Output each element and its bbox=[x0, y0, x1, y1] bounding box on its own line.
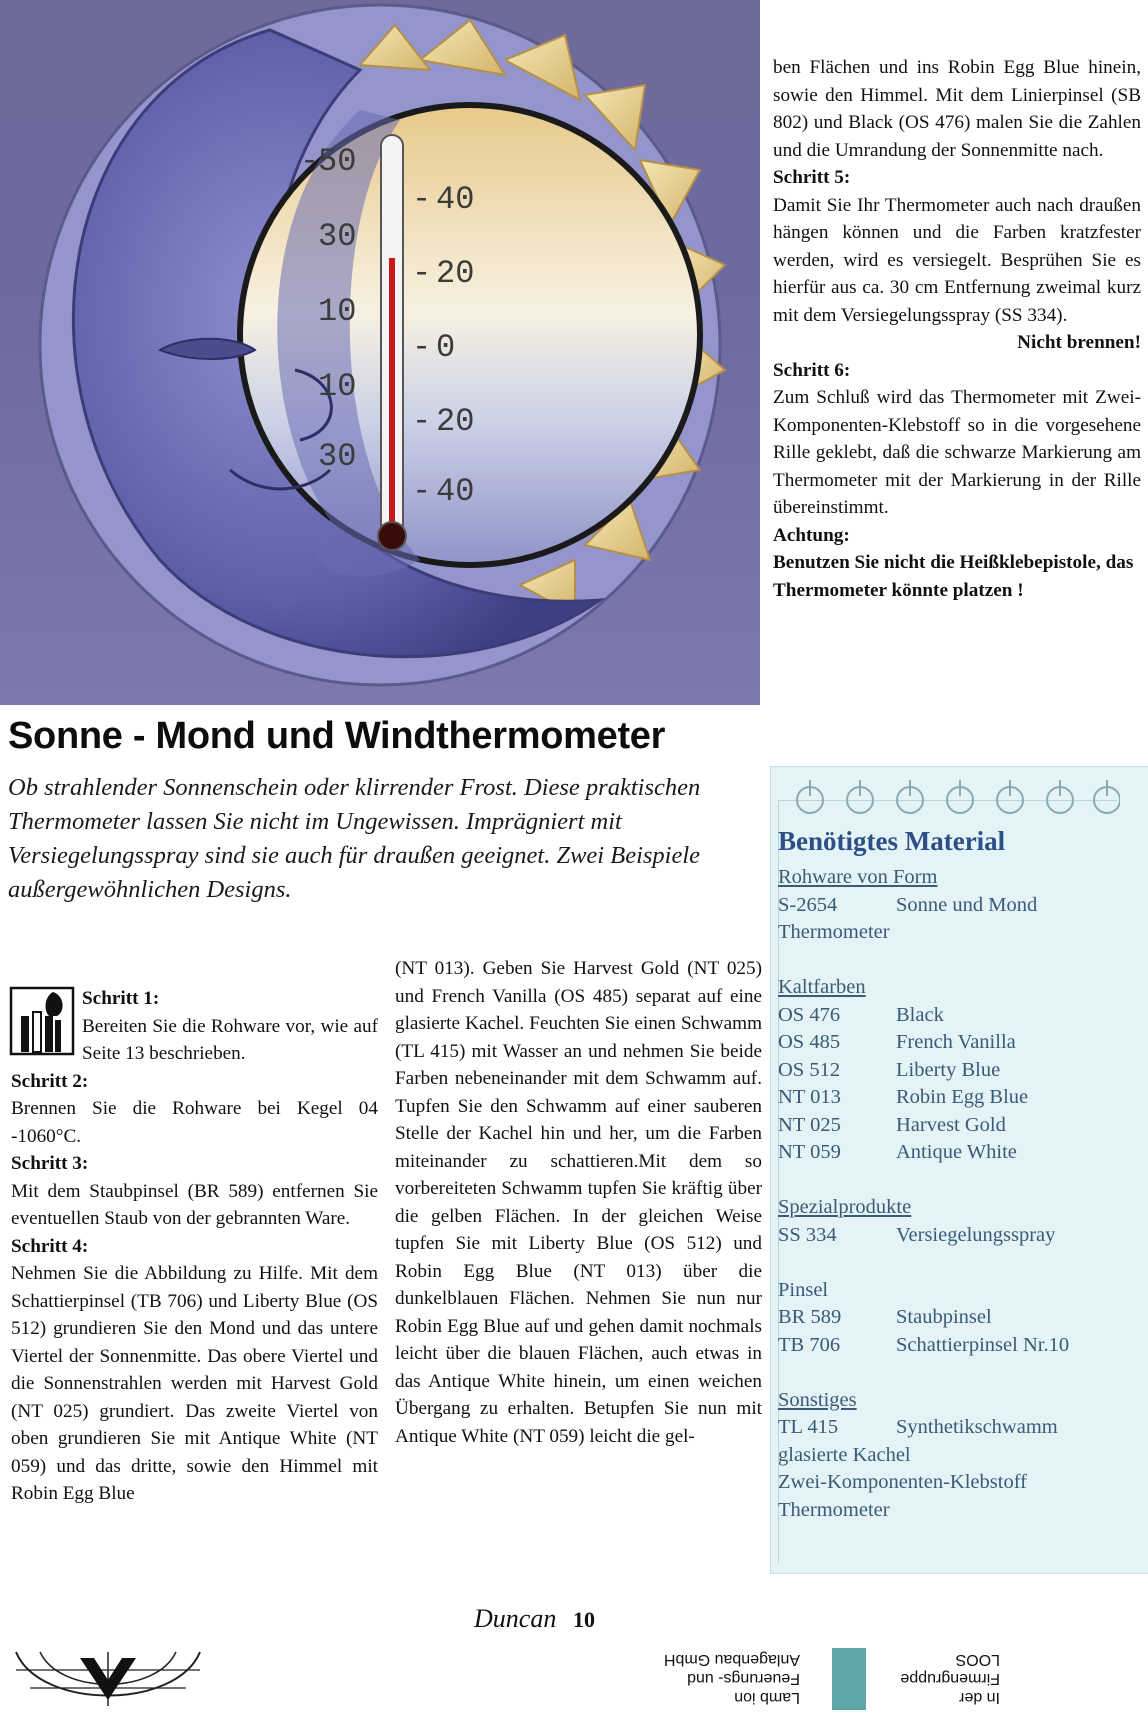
loos-group-text bbox=[870, 1650, 1000, 1707]
lead-paragraph: Ob strahlender Sonnenschein oder klirrender Frost. Diese praktischen Thermometer lassen Sie nicht im Ungewissen. Imprägniert mit Versiegelungsspray sind sie auch für draußen geeignet. Zwei Beispiele außergewöhnlichen Designs. bbox=[8, 774, 701, 903]
scale-right-3: 0 bbox=[436, 329, 456, 366]
material-list bbox=[778, 864, 1128, 1524]
material-name: Staubpinsel bbox=[896, 1306, 992, 1328]
step6-heading: Schritt 6: bbox=[773, 359, 851, 381]
material-name: Sonne und Mond bbox=[896, 893, 1038, 916]
material-item bbox=[778, 1002, 1128, 1030]
material-name: Schattierpinsel Nr.10 bbox=[896, 1333, 1070, 1356]
material-item-extra: Zwei-Komponenten-Klebstoff bbox=[778, 1471, 1027, 1493]
page-title: Sonne - Mond und Windthermometer bbox=[8, 715, 666, 757]
thermometer-mercury bbox=[389, 258, 395, 526]
material-item-extra: Thermometer bbox=[778, 1498, 890, 1521]
caution-text: Benutzen Sie nicht die Heißklebepistole, das Thermometer könnte platzen ! bbox=[773, 552, 1134, 601]
scale-left-4: 10 bbox=[318, 368, 357, 405]
right-column bbox=[773, 54, 1141, 604]
column-1 bbox=[11, 985, 378, 1508]
step5-text: Damit Sie Ihr Thermometer auch nach draußen hängen können und die Farben kratzfester werden, wird es versiegelt. Besprühen Sie es hierfür aus ca. 30 cm Entfernung zweimal kurz mit dem Versiegelungsspray (SS 334). bbox=[773, 194, 1141, 326]
duncan-logo: Duncan bbox=[474, 1604, 557, 1633]
thermometer-bulb bbox=[378, 522, 406, 550]
material-name: Versiegelungsspray bbox=[896, 1223, 1056, 1246]
material-code: NT 059 bbox=[778, 1141, 841, 1163]
sun-moon-thermometer-illustration bbox=[0, 0, 760, 705]
material-item bbox=[778, 1222, 1128, 1250]
step2-text: Brennen Sie die Rohware bei Kegel 04 -1060°C. bbox=[11, 1098, 378, 1147]
material-code: S-2654 bbox=[778, 893, 838, 916]
material-item bbox=[778, 1304, 1128, 1332]
caution-heading: Achtung: bbox=[773, 524, 850, 546]
material-item bbox=[778, 1112, 1128, 1140]
scale-right-2: 20 bbox=[436, 255, 475, 292]
svg-text:-: - bbox=[412, 473, 432, 510]
material-item bbox=[778, 892, 1128, 920]
notepad-rings bbox=[795, 776, 1120, 816]
sonstiges-heading: Sonstiges bbox=[778, 1388, 857, 1411]
scale-left-5: 30 bbox=[318, 438, 357, 475]
loos-line: Firmengruppe bbox=[900, 1670, 1000, 1687]
step4-text: Nehmen Sie die Abbildung zu Hilfe. Mit dem Schattierpinsel (TB 706) und Liberty Blue (OS 512) grundieren Sie den Mond und das untere Viertel der Sonnenmitte. Das obere Viertel und die Sonnenstrahlen werden mit Harvest Gold (NT 025) grundiert. Das zweite Viertel von oben grundieren Sie mit Antique White (NT 059) und das dritte, sowie den Himmel mit Robin Egg Blue bbox=[11, 1263, 378, 1504]
step3-text: Mit dem Staubpinsel (BR 589) entfernen Sie eventuellen Staub von der gebrannten Ware. bbox=[11, 1180, 378, 1229]
column-2 bbox=[395, 955, 762, 1450]
scale-left-2: 30 bbox=[318, 218, 357, 255]
material-code: NT 013 bbox=[778, 1086, 841, 1108]
svg-text:-: - bbox=[412, 181, 432, 218]
material-item bbox=[778, 1057, 1128, 1085]
lambion-line: Feuerungs- und bbox=[687, 1670, 800, 1687]
material-code: TB 706 bbox=[778, 1333, 841, 1356]
material-code: SS 334 bbox=[778, 1223, 837, 1246]
lambion-line: Lamb ion bbox=[734, 1689, 800, 1706]
scale-left-3: 10 bbox=[318, 293, 357, 330]
svg-text:-: - bbox=[300, 143, 320, 180]
material-title: Benötigtes Material bbox=[778, 826, 1006, 856]
material-item-extra: glasierte Kachel bbox=[778, 1443, 911, 1466]
material-item bbox=[778, 1332, 1128, 1360]
scale-right-1: 40 bbox=[436, 181, 475, 218]
continued-paragraph: ben Flächen und ins Robin Egg Blue hinein, sowie den Himmel. Mit dem Linierpinsel (SB 802) und Black (OS 476) malen Sie die Zahlen und die Umrandung der Sonnenmitte nach. bbox=[773, 57, 1141, 161]
material-code: NT 025 bbox=[778, 1113, 841, 1136]
material-code: BR 589 bbox=[778, 1306, 842, 1328]
material-code: OS 476 bbox=[778, 1003, 841, 1026]
rohware-heading: Rohware von Form bbox=[778, 866, 938, 888]
lambion-company-text bbox=[650, 1650, 800, 1707]
material-name: Liberty Blue bbox=[896, 1058, 1001, 1081]
material-code: OS 485 bbox=[778, 1031, 841, 1053]
product-photo bbox=[0, 0, 760, 705]
material-name: Black bbox=[896, 1003, 944, 1026]
material-item-extra: Thermometer bbox=[778, 921, 890, 943]
loos-line: In der bbox=[959, 1689, 1000, 1706]
pinsel-heading: Pinsel bbox=[778, 1278, 829, 1301]
step5-warning: Nicht brennen! bbox=[1017, 332, 1141, 353]
material-name: Harvest Gold bbox=[896, 1113, 1006, 1136]
globe-logo-icon bbox=[10, 1650, 206, 1710]
material-code: TL 415 bbox=[778, 1416, 839, 1438]
scale-right-5: 40 bbox=[436, 473, 475, 510]
teal-divider-block bbox=[832, 1648, 866, 1710]
svg-text:-: - bbox=[412, 329, 432, 366]
step4-heading: Schritt 4: bbox=[11, 1235, 89, 1257]
kaltfarben-heading: Kaltfarben bbox=[778, 976, 866, 998]
step5-heading: Schritt 5: bbox=[773, 167, 851, 188]
step1-text: Bereiten Sie die Rohware vor, wie auf Seite 13 beschrieben. bbox=[82, 1015, 378, 1064]
loos-line: LOOS bbox=[955, 1651, 1000, 1668]
scale-left-1: 50 bbox=[318, 143, 357, 180]
svg-text:-: - bbox=[412, 403, 432, 440]
material-item bbox=[778, 1139, 1128, 1167]
page-number: 10 bbox=[573, 1607, 595, 1632]
material-name: Robin Egg Blue bbox=[896, 1086, 1029, 1108]
lambion-line: Anlagenbau GmbH bbox=[663, 1651, 800, 1668]
column-2-text: (NT 013). Geben Sie Harvest Gold (NT 025) und French Vanilla (OS 485) separat auf eine glasierte Kachel. Feuchten Sie einen Schwamm (TL 415) mit Wasser an und nehmen Sie beide Farben nebeneinander mit dem Schwamm auf. Tupfen Sie den Schwamm auf einer sauberen Stelle der Kachel hin und her, um die Farben miteinander zu schattieren.Mit dem so vorbereiteten Schwamm tupfen Sie kräftig über die gelben Flächen. In der gleichen Weise tupfen Sie mit Liberty Blue (OS 512) und Robin Egg Blue (NT 013) über die dunkelblauen Flächen. Nehmen Sie nun nur Robin Egg Blue auf und gehen damit nochmals leicht über die blauen Flächen, auch etwas in das Antique White hinein, um einen weichen Übergang zu erhalten. Betupfen Sie nun mit Antique White (NT 059) leicht die gel- bbox=[395, 958, 762, 1447]
step1-heading: Schritt 1: bbox=[82, 988, 160, 1009]
material-name: Synthetikschwamm bbox=[896, 1416, 1058, 1438]
material-name: French Vanilla bbox=[896, 1031, 1016, 1053]
material-name: Antique White bbox=[896, 1141, 1017, 1163]
svg-text:-: - bbox=[412, 255, 432, 292]
step2-heading: Schritt 2: bbox=[11, 1070, 89, 1092]
material-item bbox=[778, 1029, 1128, 1057]
material-code: OS 512 bbox=[778, 1058, 841, 1081]
step6-text: Zum Schluß wird das Thermometer mit Zwei-Komponenten-Klebstoff so in die vorgesehene Rille geklebt, daß die schwarze Markierung am Thermometer mit der Markierung in der Rille übereinstimmt. bbox=[773, 387, 1141, 518]
step3-heading: Schritt 3: bbox=[11, 1153, 89, 1174]
scale-right-4: 20 bbox=[436, 403, 475, 440]
material-item bbox=[778, 1084, 1128, 1112]
spezial-heading: Spezialprodukte bbox=[778, 1196, 912, 1218]
material-item bbox=[778, 1414, 1128, 1442]
